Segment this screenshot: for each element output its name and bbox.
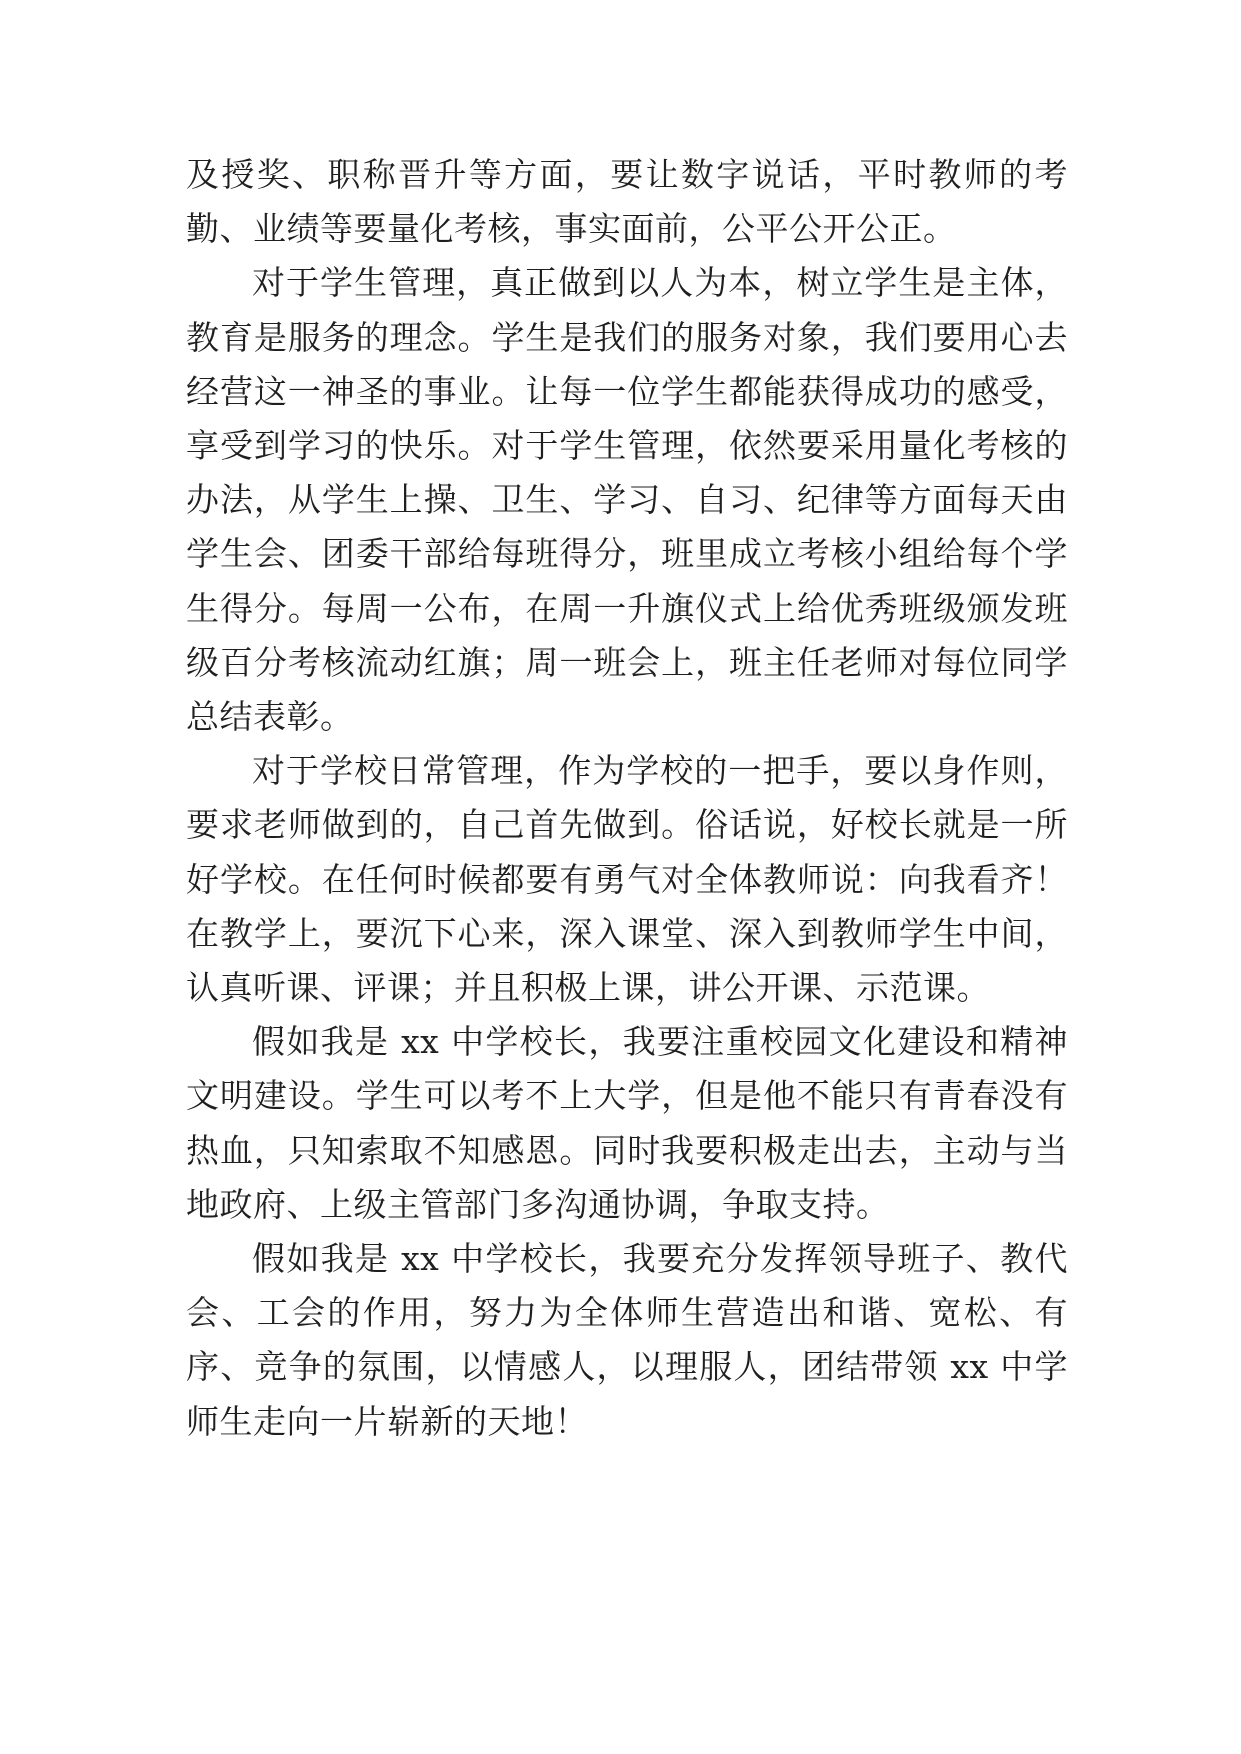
paragraph-campus-culture: 假如我是 xx 中学校长，我要注重校园文化建设和精神文明建设。学生可以考不上大学，但是他不能只有青春没有热血，只知索取不知感恩。同时我要积极走出去，主动与当地政府、上级主管部门多沟通协调，争取支持。 bbox=[186, 1022, 1068, 1224]
paragraph-student-management: 对于学生管理，真正做到以人为本，树立学生是主体，教育是服务的理念。学生是我们的服务对象，我们要用心去经营这一神圣的事业。让每一位学生都能获得成功的感受，享受到学习的快乐。对于学生管理，依然要采用量化考核的办法，从学生上操、卫生、学习、自习、纪律等方面每天由学生会、团委干部给每班得分，班里成立考核小组给每个学生得分。每周一公布，在周一升旗仪式上给优秀班级颁发班级百分考核流动红旗；周一班会上，班主任老师对每位同学总结表彰。 bbox=[186, 263, 1068, 737]
document-body bbox=[186, 148, 1068, 1449]
paragraph-continuation: 及授奖、职称晋升等方面，要让数字说话，平时教师的考勤、业绩等要量化考核，事实面前，公平公开公正。 bbox=[186, 155, 1068, 249]
paragraph-daily-management: 对于学校日常管理，作为学校的一把手，要以身作则，要求老师做到的，自己首先做到。俗话说，好校长就是一所好学校。在任何时候都要有勇气对全体教师说：向我看齐！在教学上，要沉下心来，深入课堂、深入到教师学生中间，认真听课、评课；并且积极上课，讲公开课、示范课。 bbox=[186, 751, 1068, 1008]
paragraph-leadership: 假如我是 xx 中学校长，我要充分发挥领导班子、教代会、工会的作用，努力为全体师生营造出和谐、宽松、有序、竞争的氛围，以情感人，以理服人，团结带领 xx 中学师生走向一片崭新的天地！ bbox=[186, 1239, 1068, 1441]
